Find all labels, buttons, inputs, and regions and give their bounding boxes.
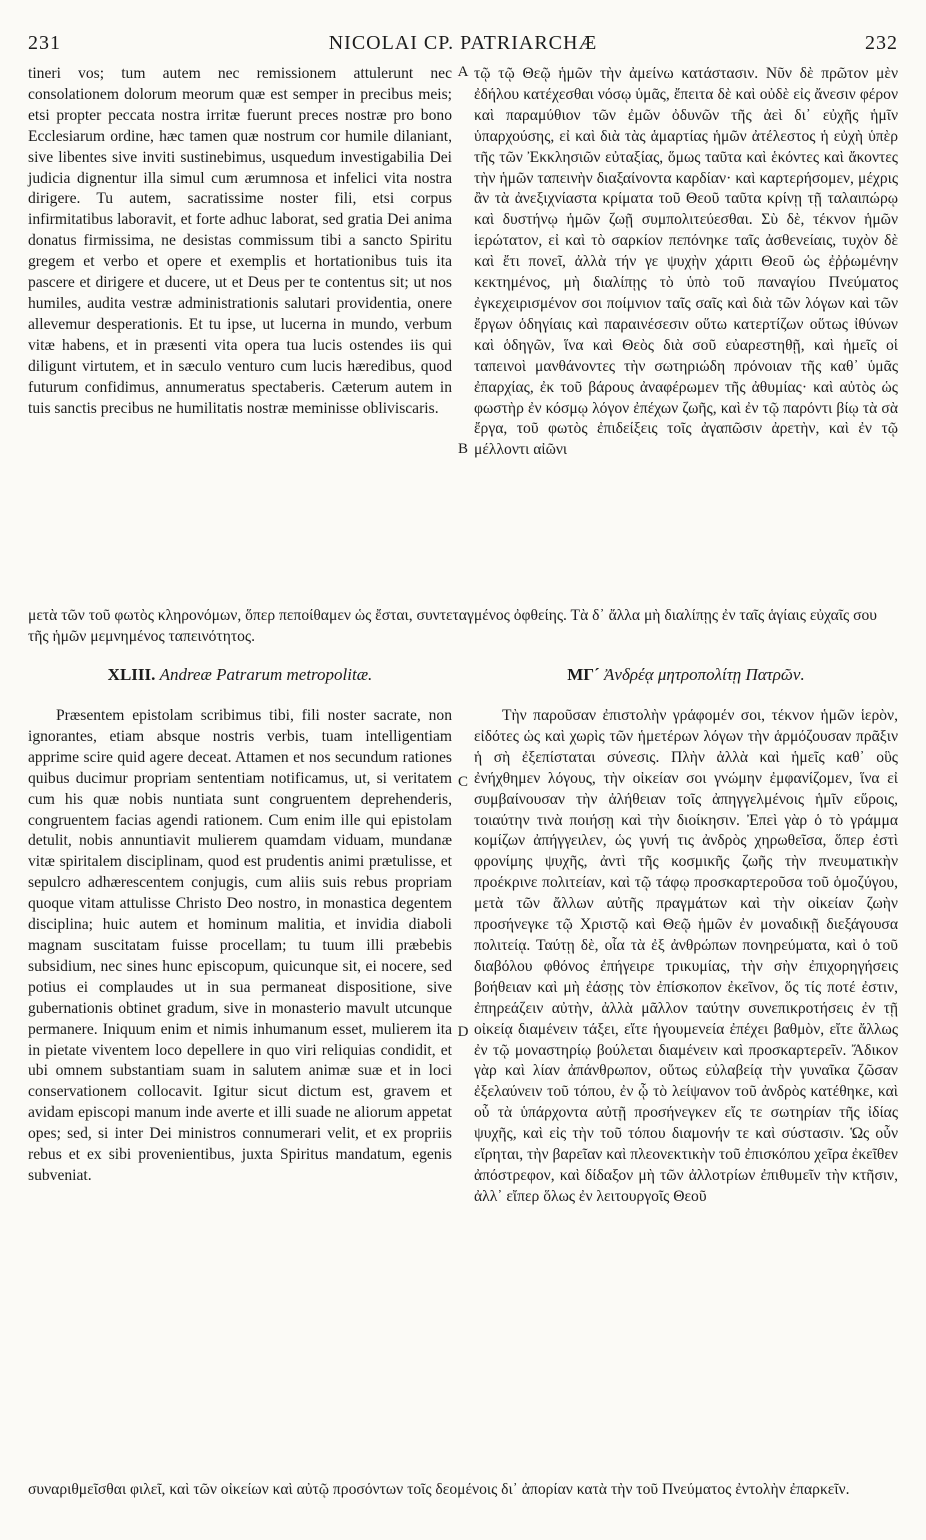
greek-spanning-text-1: μετὰ τῶν τοῦ φωτὸς κληρονόμων, ὅπερ πεποίθαμεν ὡς ἔσται, συντεταγμένος ὀφθείης. Τὰ δ᾽ ἄλλα μὴ διαλίπῃς ἐν ταῖς ἁγίαις εὐχαῖς σου τῆς ἡμῶν μεμνημένος ταπεινότητος. xyxy=(28,607,878,645)
page-header xyxy=(28,32,898,62)
greek-column-bottom xyxy=(474,706,898,1208)
running-title: NICOLAI CP. PATRIARCHÆ xyxy=(328,32,598,54)
greek-paragraph-bottom: Τὴν παροῦσαν ἐπιστολὴν γράφομέν σοι, τέκνον ἡμῶν ἱερὸν, εἰδότες ὡς καὶ χωρὶς τῶν ἡμετέρων λόγων τὴν ἁρμόζουσαν πρᾶξιν ἡ σὴ ἐξεπίσταται σύνεσις. Πλὴν ἀλλὰ καὶ ἡμεῖς καθ᾽ οὓς ἐνήχθημεν λόγους, τὴν οἰκείαν σοι γνώμην ἐμφανίζομεν, ἵνα εἰ συμβαίνουσαν τὴν ἀλήθειαν τοῖς ἀπηγγελμένοις ἡμῖν εὕροις, τοιαύτην τινὰ ποιήσῃ καὶ τὴν διοίκησιν. Ἐπεὶ γὰρ ὁ τὸ γράμμα κομίζων ἀπήγγειλεν, ὡς γυνή τις ἀνδρὸς χηρωθεῖσα, ὅπερ ἐστὶ φρονίμης ψυχῆς, ἀντὶ τῆς κοσμικῆς ζωῆς τὴν πνευματικὴν προέκρινε πολιτείαν, καὶ τῷ τάφῳ προσκαρτεροῦσα τοῦ ὁμοζύγου, μετὰ τῶν ἄλλων αὐτῆς πραγμάτων καὶ τὴν οἰκείαν ζωὴν προσήνεγκε τῷ Χριστῷ καὶ Θεῷ ἡμῶν ἐν μοναδικῇ διεξάγουσα πολιτείᾳ. Ταύτῃ δὲ, οἷα τὰ ἐξ ἀνθρώπων πονηρεύματα, καὶ ὁ τοῦ διαβόλου φθόνος ἐπήγειρε τρικυμίας, τὴν σὴν ἐπιχορηγήσεις βοήθειαν καὶ μὴ ἐάσῃς τὸν ἐπίσκοπον ἐκεῖνον, ὅς τίς ποτέ ἐστιν, ἐπηρεάζειν αὐτὴν, ἀλλὰ μᾶλλον ταύτην συνεπικροτήσεις ἐν τῇ οἰκείᾳ διαμένειν τάξει, εἴτε ἡγουμενεία ἐπέχει βαθμὸν, εἴτε ἄλλως ἐν τῷ μοναστηρίῳ βούλεται διαμένειν καὶ προσκαρτερεῖν. Ἄδικον γὰρ καὶ λίαν ἀπάνθρωπον, οὕτως εὐλαβείᾳ τὴν γυναῖκα ζῶσαν ἐξελαύνειν τοῦ τόπου, ἐν ᾧ τὸ λείψανον τοῦ ἀνδρὸς κατέθηκε, καὶ οὗ τὰ ὑπάρχοντα αὐτῇ προσήνεγκεν εἴς τε σωτηρίαν τῆς ἰδίας ψυχῆς, καὶ εἰς τὴν τοῦ τόπου διαμονήν τε καὶ σύστασιν. Ὡς οὖν εἴρηται, τὴν βαρεῖαν καὶ πλεονεκτικὴν τοῦ ἐπισκόπου χεῖρα ἐκεῖθεν ἀπόστρεφον, καὶ δίδαξον μὴ τῶν ἀλλοτρίων ἐπιθυμεῖν τὴν κτῆσιν, ἀλλ᾽ εἴπερ ὅλως ἐν λειτουργοῖς Θεοῦ xyxy=(474,707,898,1205)
letter-heading-latin xyxy=(28,665,452,685)
greek-spanning-text-2: συναριθμεῖσθαι φιλεῖ, καὶ τῶν οἰκείων καὶ αὐτῷ προσόντων τοῖς δεομένοις δι᾽ ἀπορίαν κατὰ τὴν τοῦ Πνεύματος ἐντολὴν ἐπαρκεῖν. xyxy=(28,1481,850,1498)
latin-column-bottom xyxy=(28,706,452,1187)
greek-paragraph-top: τῷ τῷ Θεῷ ἡμῶν τὴν ἀμείνω κατάστασιν. Νῦν δὲ πρῶτον μὲν ἐδήλου κατέχεσθαι νόσῳ ὑμᾶς, ἔπειτα δὲ καὶ οὐδὲ εἰς ἄνεσιν φέρον καὶ παραμύθιον τῶν ἐμῶν ὀδυνῶν τῆς ἀεὶ δι᾽ εὐχῆς ἡμῖν ὑπαρχούσης, εἰ καὶ διὰ τὰς ἁμαρτίας ἡμῶν ἀτέλεστος ἡ εὐχὴ ὑπὲρ τῆς τῶν Ἐκκλησιῶν εὐταξίας, ὅμως ταῦτα καὶ ἑκόντες καὶ ἄκοντες τὴν ἡμῶν ταπεινὴν διαξαίνοντα καρδίαν· καὶ καρτερήσομεν, μέχρις ἂν τὰ ἀνεξιχνίαστα κρίματα τοῦ Θεοῦ ταῦτα κρίνῃ τῇ ταλαιπώρῳ καὶ δυστήνῳ ἡμῶν ζωῇ συμπολιτεύεσθαι. Σὺ δὲ, τέκνον ἡμῶν ἱερώτατον, εἰ καὶ τὸ σαρκίον πεπόνηκε ταῖς ἀσθενείαις, τυχὸν δὲ καὶ ἔτι πονεῖ, ἀλλὰ τήν γε ψυχὴν χάριτι Θεοῦ ὡς ἐῤῥωμένην κεκτημένος, μὴ διαλίπῃς τὸ ὑπὸ τοῦ παναγίου Πνεύματος ἐγκεχειρισμένον σοι ποίμνιον ταῖς σαῖς καὶ διὰ τῶν λόγων καὶ τῶν ἔργων ὁδηγίαις καὶ παραινέσεσιν οὕτω κατερτίζων οὕτως ἰθύνων καὶ ὁδηγῶν, ἵνα καὶ Θεὸς διὰ σοῦ εὐαρεστηθῇ, καὶ ἡμεῖς οἱ ταπεινοὶ μανθάνοντες τὴν σωτηριώδη πρόνοιαν τῆς καθ᾽ ὑμᾶς ἐπαρχίας, ἐκ τοῦ βάρους ἀναφέρωμεν τῆς ἀθυμίας· καὶ αὐτὸς ὡς φωστὴρ ἐν κόσμῳ λόγον ἐπέχων ζωῆς, καὶ ἐν τῷ παρόντι βίῳ τὰ σὰ ἔργα, τοῦ φωτὸς ἐπιδείξεις τοῖς ἀγαπῶσιν ἀρετὴν, καὶ ἐν τῷ μέλλοντι αἰῶνι xyxy=(474,65,898,459)
page-number-right: 232 xyxy=(865,32,898,54)
margin-letter-b: B xyxy=(457,441,468,457)
latin-column-top xyxy=(28,64,452,419)
heading-number-latin: XLIII. xyxy=(107,665,156,684)
margin-letter-c: C xyxy=(457,774,468,790)
letter-heading-greek xyxy=(474,665,898,685)
latin-paragraph-bottom: Præsentem epistolam scribimus tibi, fili noster sacrate, non ignorantes, etiam absque nostris verbis, tuam intelligentiam apprime scire quid agere deceat. Attamen et nos secundum rationes quibus ducimur propriam sententiam notificamus, ut, si veritatem cum his quæ nobis nuntiata sunt congruentem deprehenderis, congruentem facias agendi rationem. Cum enim ille qui epistolam detulit, nobis annuntiavit mulierem quamdam viduam, mundanæ vitæ spiritalem disciplinam, quod est prudentis animi prætulisse, et sepulcro adhærescentem conjugis, cum aliis suis rebus propriam quoque vitam attulisse Christo Deo nostro, in monastica degentem disciplina; huic autem et hominum malitia, et invidia diaboli magnam suscitatam fuisse procellam; tu tuum illi præbebis subsidium, nec sines hunc episcopum, quicunque sit, ei nocere, sed potius ei complaudes ut in sua permaneat dispositione, sive gubernationis obtinet gradum, sive in monasterio mavult utcunque permanere. Iniquum enim et nimis inhumanum esset, mulierem ita in pietate viventem loco depellere in quo viri reliquias condidit, et ubi omnem substantiam suam in salutem animæ suæ et in loci conservationem collocavit. Igitur sicut dictum est, gravem et avidam episcopi manum inde averte et illi suade ne aliorum appetat opes; sed, si inter Dei ministros connumerari velit, et ex propriis rebus et ex sibi provenientibus, juxta Spiritus mandatum, egenis subveniat. xyxy=(28,707,452,1184)
page-number-left: 231 xyxy=(28,32,61,54)
heading-number-greek: ΜΓ´ xyxy=(567,665,600,684)
margin-letter-d: D xyxy=(457,1024,469,1040)
greek-column-top xyxy=(474,64,898,461)
margin-letter-a: A xyxy=(457,64,469,80)
heading-name-greek: Ἀνδρέᾳ μητροπολίτῃ Πατρῶν. xyxy=(604,665,805,684)
latin-paragraph-top: tineri vos; tum autem nec remissionem attulerunt nec consolationem dolorum meorum quæ est semper in precibus meis; etsi propter peccata nostra irritæ fuerunt preces nostræ pro bono Ecclesiarum ordine, hæc tamen quæ nostrum cor humile dilaniant, sive libentes sive inviti sustinebimus, usquedum investigabilia Dei judicia dignentur illa simul cum ærumnosa et infelici vita nostra dirigere. Tu autem, sacratissime noster fili, etsi corpus infirmitatibus laboravit, et forte adhuc laborat, sed gratia Dei anima donatus firmissima, ne desistas commissum tibi a sancto Spiritu gregem et verbo et opere et exemplis et hortationibus tuis ita pascere et dirigere et ducere, ut et Deus per te contentus sit; ut nos humiles, audita vestræ administrationis salutari providentia, onere allevemur desperationis. Et tu ipse, ut lucerna in mundo, verbum vitæ habens, et in præsenti vita opera tua lucis ostendes iis qui diligunt virtutem, et in sæculo venturo cum lucis hæredibus, quod futurum confidimus, annumeratus spectaberis. Cæterum autem in tuis sanctis precibus ne humilitatis nostræ meminisse obliviscaris. xyxy=(28,65,452,417)
heading-name-latin: Andreæ Patrarum metropolitæ. xyxy=(159,665,373,684)
